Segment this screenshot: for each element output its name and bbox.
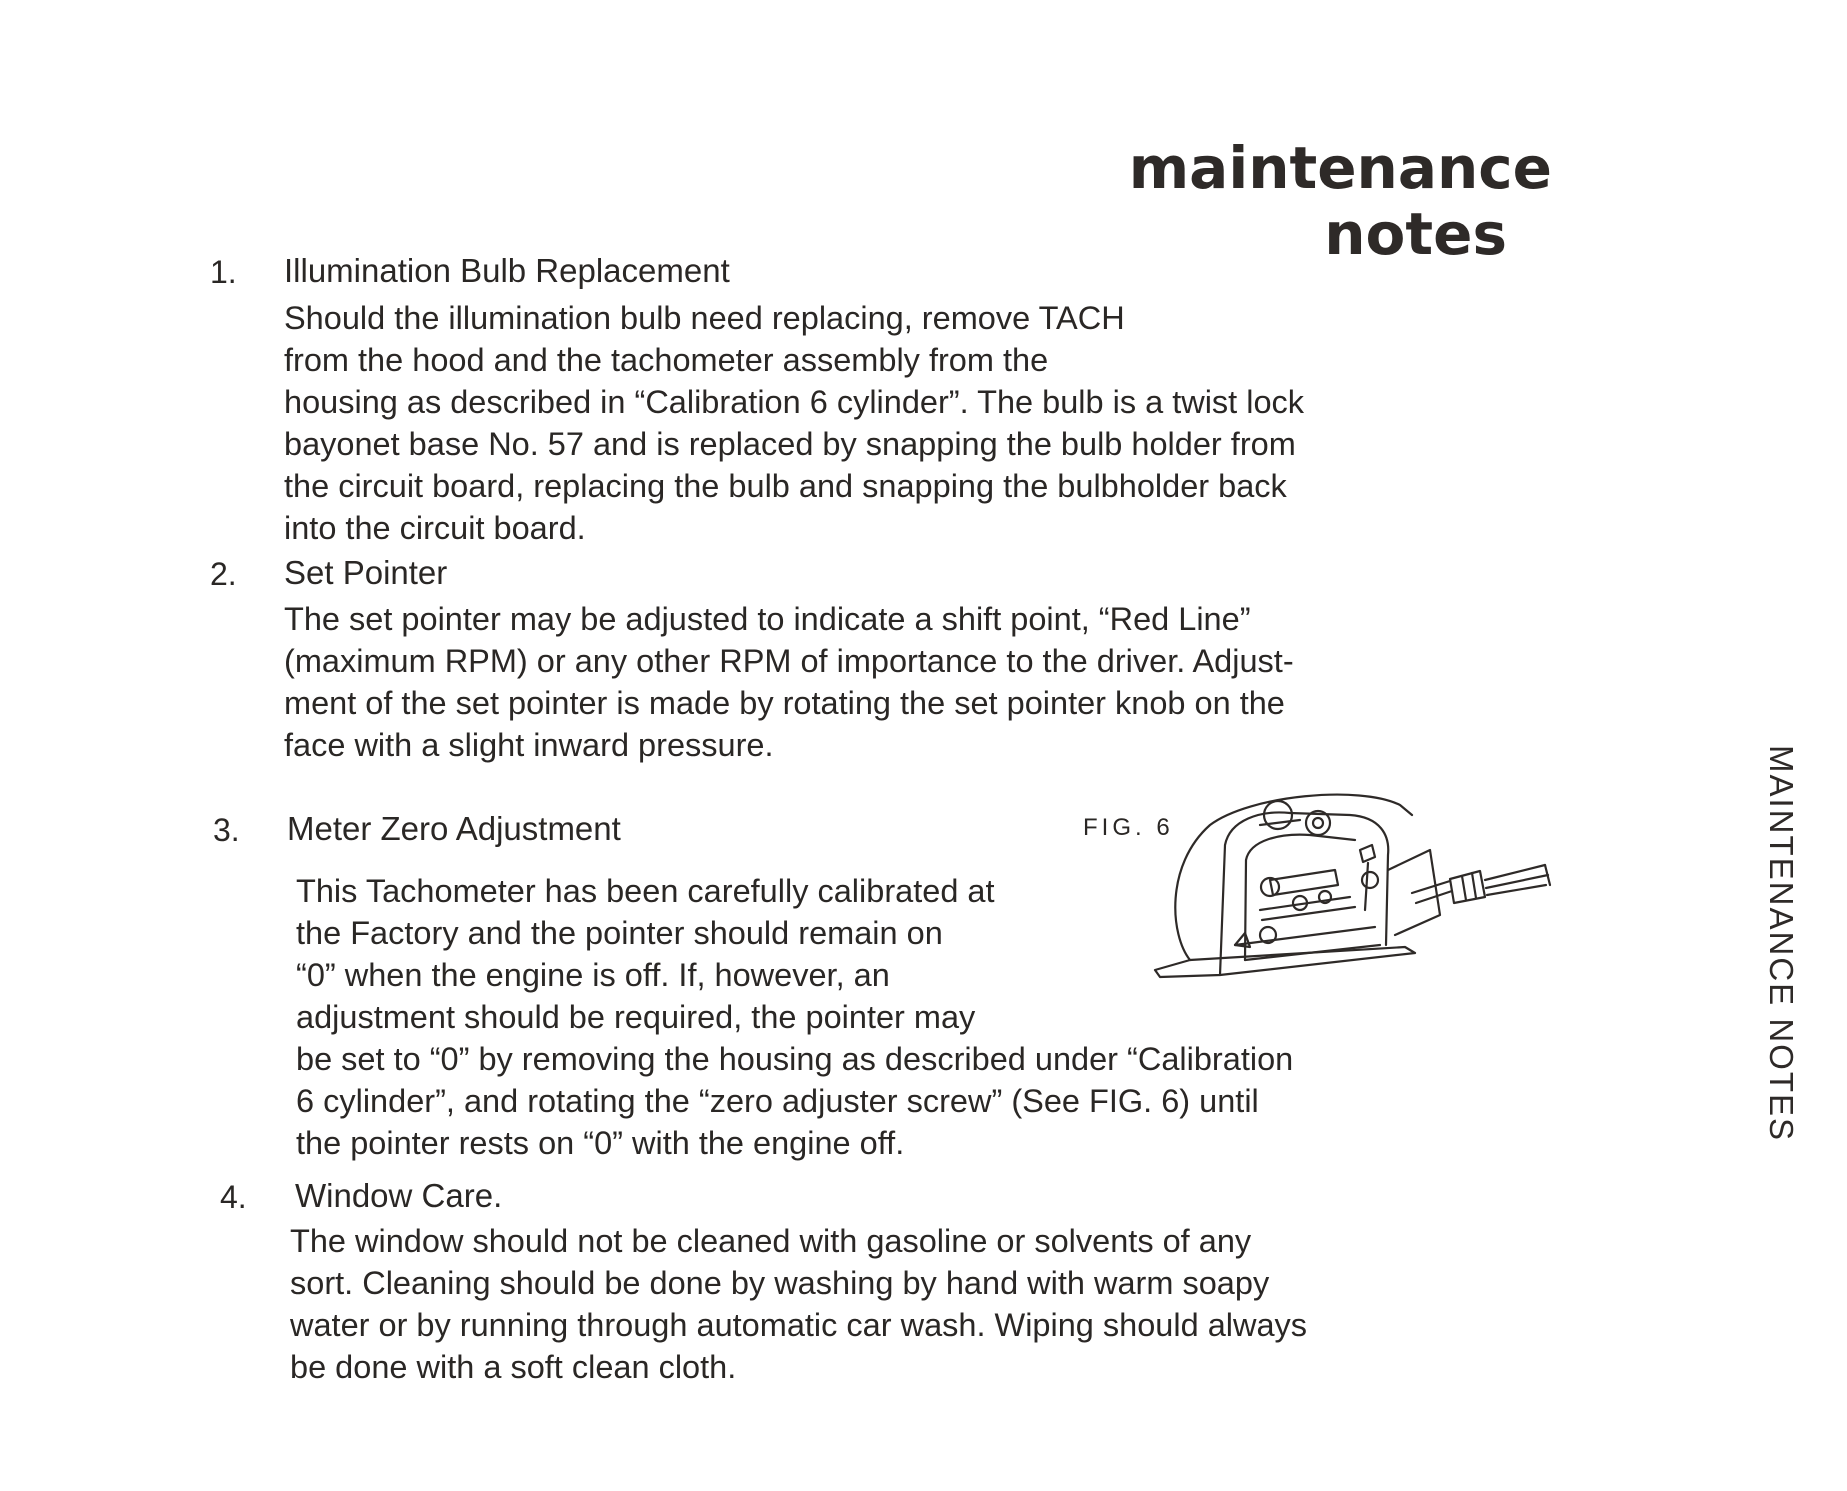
figure-label: FIG. 6 (1083, 814, 1174, 841)
item-4-line: water or by running through automatic car wash. Wiping should always (290, 1307, 1308, 1343)
item-3-body-wrapped (296, 870, 995, 1038)
item-2-body (284, 598, 1294, 766)
item-1-body (284, 297, 1304, 549)
item-1-line: from the hood and the tachometer assembly from the (284, 342, 1049, 378)
item-2-number: 2. (210, 556, 237, 592)
title-line-1: maintenance (1128, 134, 1552, 202)
item-3-line: be set to “0” by removing the housing as described under “Calibration (296, 1041, 1294, 1077)
item-2-heading: Set Pointer (284, 554, 448, 591)
item-4-line: sort. Cleaning should be done by washing by hand with warm soapy (290, 1265, 1270, 1301)
item-4-heading: Window Care. (295, 1177, 503, 1214)
item-4-number: 4. (220, 1179, 247, 1215)
item-2-line: ment of the set pointer is made by rotating the set pointer knob on the (284, 685, 1285, 721)
side-tab-label: MAINTENANCE NOTES (1763, 745, 1800, 1143)
item-1-line: housing as described in “Calibration 6 cylinder”. The bulb is a twist lock (284, 384, 1305, 420)
item-3-line: “0” when the engine is off. If, however, an (296, 957, 890, 993)
item-2-line: face with a slight inward pressure. (284, 727, 774, 763)
figure-6-illustration (1150, 785, 1560, 985)
item-3-number: 3. (213, 812, 240, 848)
item-3-heading: Meter Zero Adjustment (287, 810, 621, 847)
item-1-line: into the circuit board. (284, 510, 586, 546)
title-line-2: notes (1324, 200, 1507, 268)
item-2-line: The set pointer may be adjusted to indicate a shift point, “Red Line” (284, 601, 1251, 637)
item-3-line: the Factory and the pointer should remain on (296, 915, 943, 951)
item-1-line: bayonet base No. 57 and is replaced by snapping the bulb holder from (284, 426, 1296, 462)
item-4-body (290, 1220, 1307, 1388)
item-1-number: 1. (210, 254, 237, 290)
item-3-line: 6 cylinder”, and rotating the “zero adjuster screw” (See FIG. 6) until (296, 1083, 1259, 1119)
item-3-line: adjustment should be required, the pointer may (296, 999, 976, 1035)
item-1-line: the circuit board, replacing the bulb and snapping the bulbholder back (284, 468, 1287, 504)
page-title (1129, 135, 1552, 267)
item-3-body-full (296, 1038, 1293, 1164)
item-1-line: Should the illumination bulb need replacing, remove TACH (284, 300, 1125, 336)
item-4-line: be done with a soft clean cloth. (290, 1349, 737, 1385)
item-3-line: the pointer rests on “0” with the engine off. (296, 1125, 905, 1161)
item-3-line: This Tachometer has been carefully calibrated at (296, 873, 995, 909)
item-1-heading: Illumination Bulb Replacement (284, 252, 730, 289)
item-2-line: (maximum RPM) or any other RPM of importance to the driver. Adjust- (284, 643, 1294, 679)
item-4-line: The window should not be cleaned with gasoline or solvents of any (290, 1223, 1252, 1259)
